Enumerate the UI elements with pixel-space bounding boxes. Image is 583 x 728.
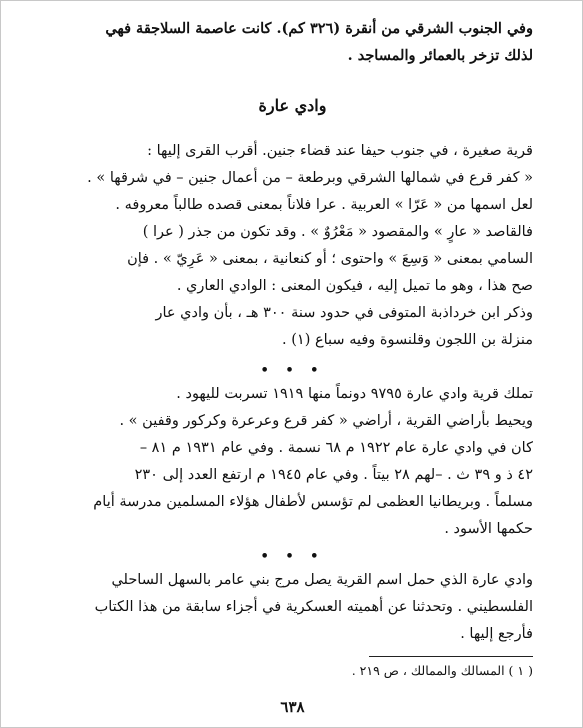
- footnote: ( ١ ) المسالك والممالك ، ص ٢١٩ .: [351, 663, 533, 678]
- section-separator: • • •: [260, 549, 325, 564]
- text-line: منزلة بن اللجون وقلنسوة وفيه سباع (١) .: [282, 332, 533, 348]
- text-line: وادي عارة الذي حمل اسم القرية يصل مرج بني عامر بالسهل الساحلي: [111, 572, 533, 588]
- page-number: ٦٣٨: [280, 698, 305, 716]
- text-line: « كفر قرع في شمالها الشرقي وبرطعة – من أعمال جنين – في شرقها » .: [87, 170, 533, 186]
- text-line: وفي الجنوب الشرقي من أنقرة (٣٢٦ كم). كانت عاصمة السلاجقة فهي: [105, 20, 533, 37]
- text-line: مسلماً . وبريطانيا العظمى لم تؤسس لأطفال هؤلاء المسلمين مدرسة أيام: [93, 494, 533, 510]
- text-line: لذلك تزخر بالعمائر والمساجد .: [347, 47, 533, 64]
- section-separator: • • •: [260, 363, 325, 378]
- top-paragraph: [63, 15, 533, 69]
- text-line: السامي بمعنى « وَسِعَ » واحتوى ؛ أو كنعانية ، بمعنى « عَرِيّ » . فإن: [127, 251, 533, 267]
- text-line: ويحيط بأراضي القرية ، أراضي « كفر قرع وعرعرة وكركور وقفين » .: [119, 413, 533, 429]
- text-line: ٤٢ ذ و ٣٩ ث . –لهم ٢٨ بيتاً . وفي عام ١٩٤٥ م ارتفع العدد إلى ٢٣٠: [134, 467, 533, 483]
- text-line: وذكر ابن خرداذبة المتوفى في حدود سنة ٣٠٠ هـ ، بأن وادي عار: [155, 305, 533, 321]
- paragraph-intro: [63, 138, 533, 354]
- text-line: صح هذا ، وهو ما تميل إليه ، فيكون المعنى : الوادي العاري .: [176, 278, 533, 294]
- paragraph-statistics: [63, 381, 533, 543]
- footnote-rule: [369, 656, 533, 657]
- text-line: حكمها الأسود .: [444, 521, 533, 537]
- section-heading: وادي عارة: [258, 96, 327, 115]
- paragraph-valley: [63, 567, 533, 648]
- text-line: لعل اسمها من « عَرّا » العربية . عرا فلاناً بمعنى قصده طالباً معروفه .: [115, 197, 533, 213]
- text-line: كان في وادي عارة عام ١٩٢٢ م ٦٨ نسمة . وفي عام ١٩٣١ م ٨١ –: [139, 440, 533, 456]
- text-line: فالقاصد « عارٍ » والمقصود « مَعْرُوٌ » . وقد تكون من جذر ( عرا ): [142, 224, 533, 240]
- text-line: فأرجع إليها .: [460, 626, 533, 642]
- text-line: قرية صغيرة ، في جنوب حيفا عند قضاء جنين. أقرب القرى إليها :: [147, 143, 533, 159]
- text-line: الفلسطيني . وتحدثنا عن أهميته العسكرية في أجزاء سابقة من هذا الكتاب: [94, 599, 533, 615]
- text-line: تملك قرية وادي عارة ٩٧٩٥ دونماً منها ١٩١٩ تسربت لليهود .: [176, 386, 533, 402]
